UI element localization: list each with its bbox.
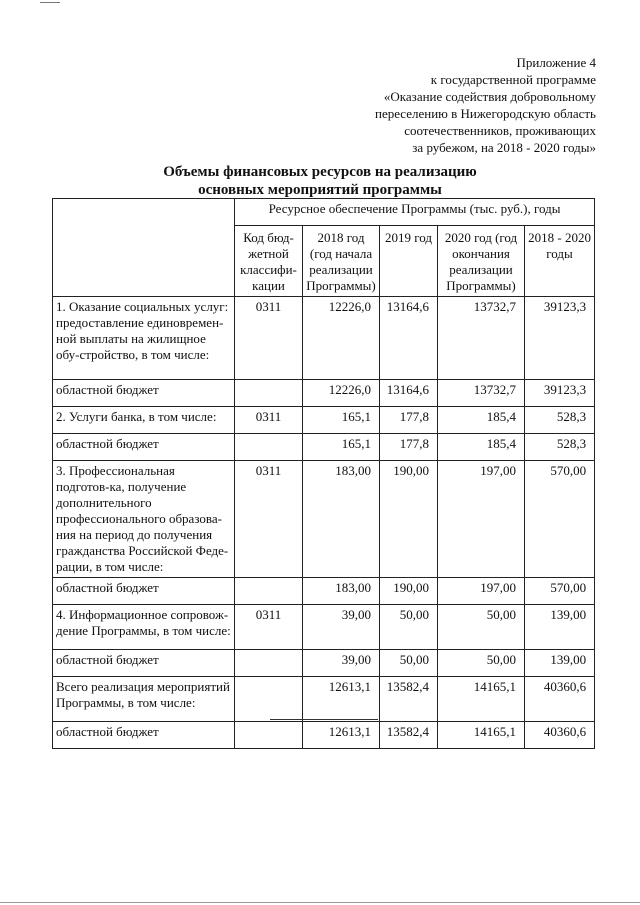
row-2019: 13164,6	[380, 380, 438, 407]
appendix-line: за рубежом, на 2018 - 2020 годы»	[412, 140, 596, 155]
row-2018: 183,00	[303, 578, 380, 605]
row-2020: 197,00	[438, 461, 525, 578]
table-row	[53, 578, 595, 605]
row-total: 139,00	[525, 605, 595, 650]
row-2020: 14165,1	[438, 677, 525, 722]
row-2018: 39,00	[303, 650, 380, 677]
row-2020: 50,00	[438, 650, 525, 677]
appendix-line: соотечественников, проживающих	[404, 123, 596, 138]
row-2019: 13582,4	[380, 677, 438, 722]
row-code	[235, 434, 303, 461]
appendix-line: Приложение 4	[516, 55, 596, 70]
row-name: областной бюджет	[53, 434, 235, 461]
row-2018: 165,1	[303, 407, 380, 434]
row-2019: 177,8	[380, 407, 438, 434]
column-header-2019: 2019 год	[380, 226, 438, 297]
row-2020: 185,4	[438, 407, 525, 434]
row-code: 0311	[235, 461, 303, 578]
table-row	[53, 461, 595, 578]
row-2018: 12613,1	[303, 722, 380, 749]
group-header: Ресурсное обеспечение Программы (тыс. руб.), годы	[235, 199, 595, 226]
table-row	[53, 722, 595, 749]
row-2018: 165,1	[303, 434, 380, 461]
row-code	[235, 722, 303, 749]
row-2019: 190,00	[380, 578, 438, 605]
column-header-code: Код бюд-жетной классифи-кации	[235, 226, 303, 297]
table-row	[53, 605, 595, 650]
scan-edge	[0, 902, 640, 903]
row-code: 0311	[235, 407, 303, 434]
bottom-divider	[270, 719, 378, 720]
table-row	[53, 297, 595, 380]
column-header-2020: 2020 год (год окончания реализации Программы)	[438, 226, 525, 297]
row-code	[235, 677, 303, 722]
row-name: областной бюджет	[53, 380, 235, 407]
row-2020: 185,4	[438, 434, 525, 461]
row-code: 0311	[235, 297, 303, 380]
appendix-header	[266, 54, 596, 156]
row-total: 40360,6	[525, 722, 595, 749]
row-name: 2. Услуги банка, в том числе:	[53, 407, 235, 434]
row-2020: 50,00	[438, 605, 525, 650]
row-2020: 14165,1	[438, 722, 525, 749]
row-2020: 13732,7	[438, 380, 525, 407]
row-2018: 12613,1	[303, 677, 380, 722]
document-title	[0, 163, 640, 199]
row-name: Всего реализация мероприятий Программы, в том числе:	[53, 677, 235, 722]
row-name: 1. Оказание социальных услуг: предоставление единовремен-ной выплаты на жилищное обу-стройство, в том числе:	[53, 297, 235, 380]
row-total: 528,3	[525, 407, 595, 434]
appendix-line: к государственной программе	[430, 72, 596, 87]
column-header-2018: 2018 год (год начала реализации Программы)	[303, 226, 380, 297]
row-total: 39123,3	[525, 380, 595, 407]
row-2018: 39,00	[303, 605, 380, 650]
row-2020: 13732,7	[438, 297, 525, 380]
row-name: 3. Профессиональная подготов-ка, получение дополнительного профессионального образова-ния на период до получения гражданства Российской Феде-рации, в том числе:	[53, 461, 235, 578]
scan-mark	[40, 2, 60, 3]
table-row	[53, 650, 595, 677]
table-row	[53, 380, 595, 407]
row-total: 139,00	[525, 650, 595, 677]
table-header-row	[53, 199, 595, 226]
row-2019: 177,8	[380, 434, 438, 461]
column-header-total: 2018 - 2020 годы	[525, 226, 595, 297]
title-line-2: основных мероприятий программы	[198, 182, 442, 198]
row-code: 0311	[235, 605, 303, 650]
row-2020: 197,00	[438, 578, 525, 605]
row-total: 570,00	[525, 461, 595, 578]
row-2019: 13582,4	[380, 722, 438, 749]
row-name: областной бюджет	[53, 722, 235, 749]
title-line-1: Объемы финансовых ресурсов на реализацию	[163, 164, 477, 180]
financing-table	[52, 198, 595, 749]
row-2018: 12226,0	[303, 297, 380, 380]
table-row	[53, 677, 595, 722]
table-row	[53, 407, 595, 434]
row-name: 4. Информационное сопровож-дение Программы, в том числе:	[53, 605, 235, 650]
row-total: 570,00	[525, 578, 595, 605]
row-total: 528,3	[525, 434, 595, 461]
row-2019: 50,00	[380, 605, 438, 650]
row-total: 39123,3	[525, 297, 595, 380]
row-2018: 183,00	[303, 461, 380, 578]
row-name: областной бюджет	[53, 650, 235, 677]
row-2019: 50,00	[380, 650, 438, 677]
table-row	[53, 434, 595, 461]
row-2019: 13164,6	[380, 297, 438, 380]
appendix-line: переселению в Нижегородскую область	[374, 106, 596, 121]
row-code	[235, 578, 303, 605]
row-code	[235, 650, 303, 677]
row-total: 40360,6	[525, 677, 595, 722]
row-name: областной бюджет	[53, 578, 235, 605]
row-2019: 190,00	[380, 461, 438, 578]
row-code	[235, 380, 303, 407]
row-2018: 12226,0	[303, 380, 380, 407]
appendix-line: «Оказание содействия добровольному	[383, 89, 596, 104]
header-empty-cell	[53, 199, 235, 297]
